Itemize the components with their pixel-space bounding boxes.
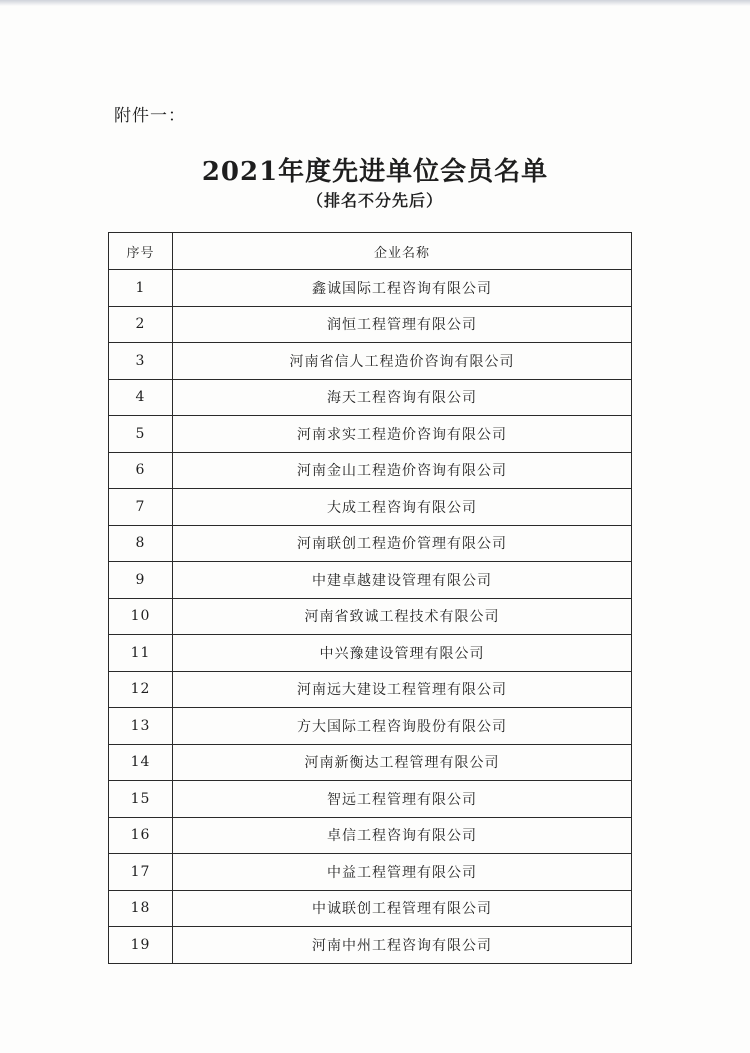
table-row	[109, 854, 632, 891]
row-index: 15	[109, 781, 173, 818]
row-index: 11	[109, 635, 173, 672]
company-name: 润恒工程管理有限公司	[173, 306, 632, 343]
row-index: 5	[109, 416, 173, 453]
table-row	[109, 343, 632, 380]
row-index: 3	[109, 343, 173, 380]
row-index: 16	[109, 817, 173, 854]
table-row	[109, 781, 632, 818]
company-name: 卓信工程咨询有限公司	[173, 817, 632, 854]
table-row	[109, 452, 632, 489]
table-row	[109, 562, 632, 599]
company-name: 河南联创工程造价管理有限公司	[173, 525, 632, 562]
row-index: 10	[109, 598, 173, 635]
company-name: 方大国际工程咨询股份有限公司	[173, 708, 632, 745]
company-name: 中诚联创工程管理有限公司	[173, 890, 632, 927]
company-name: 智远工程管理有限公司	[173, 781, 632, 818]
table-row	[109, 927, 632, 964]
table-row	[109, 635, 632, 672]
table-row	[109, 306, 632, 343]
column-header-company: 企业名称	[173, 233, 632, 270]
row-index: 1	[109, 270, 173, 307]
company-name: 河南求实工程造价咨询有限公司	[173, 416, 632, 453]
table-row	[109, 270, 632, 307]
column-header-index: 序号	[109, 233, 173, 270]
attachment-label: 附件一：	[114, 106, 186, 126]
table-row	[109, 598, 632, 635]
row-index: 8	[109, 525, 173, 562]
company-name: 河南金山工程造价咨询有限公司	[173, 452, 632, 489]
company-name: 中益工程管理有限公司	[173, 854, 632, 891]
row-index: 4	[109, 379, 173, 416]
document-subtitle: （排名不分先后）	[306, 191, 443, 210]
company-name: 海天工程咨询有限公司	[173, 379, 632, 416]
company-name: 鑫诚国际工程咨询有限公司	[173, 270, 632, 307]
row-index: 7	[109, 489, 173, 526]
table-row	[109, 890, 632, 927]
table-row	[109, 817, 632, 854]
row-index: 19	[109, 927, 173, 964]
company-name: 河南新衡达工程管理有限公司	[173, 744, 632, 781]
row-index: 18	[109, 890, 173, 927]
row-index: 12	[109, 671, 173, 708]
table-row	[109, 379, 632, 416]
company-name: 中建卓越建设管理有限公司	[173, 562, 632, 599]
row-index: 17	[109, 854, 173, 891]
company-name: 大成工程咨询有限公司	[173, 489, 632, 526]
company-name: 河南省信人工程造价咨询有限公司	[173, 343, 632, 380]
scan-edge	[0, 0, 750, 6]
company-name: 河南远大建设工程管理有限公司	[173, 671, 632, 708]
table-row	[109, 744, 632, 781]
company-name: 河南省致诚工程技术有限公司	[173, 598, 632, 635]
row-index: 13	[109, 708, 173, 745]
table-row	[109, 671, 632, 708]
table-row	[109, 416, 632, 453]
table-row	[109, 525, 632, 562]
company-name: 河南中州工程咨询有限公司	[173, 927, 632, 964]
row-index: 6	[109, 452, 173, 489]
table-header-row	[109, 233, 632, 270]
company-name: 中兴豫建设管理有限公司	[173, 635, 632, 672]
row-index: 2	[109, 306, 173, 343]
table-row	[109, 708, 632, 745]
row-index: 14	[109, 744, 173, 781]
row-index: 9	[109, 562, 173, 599]
table-row	[109, 489, 632, 526]
document-title: 2021年度先进单位会员名单	[201, 157, 549, 187]
member-table	[108, 232, 632, 964]
